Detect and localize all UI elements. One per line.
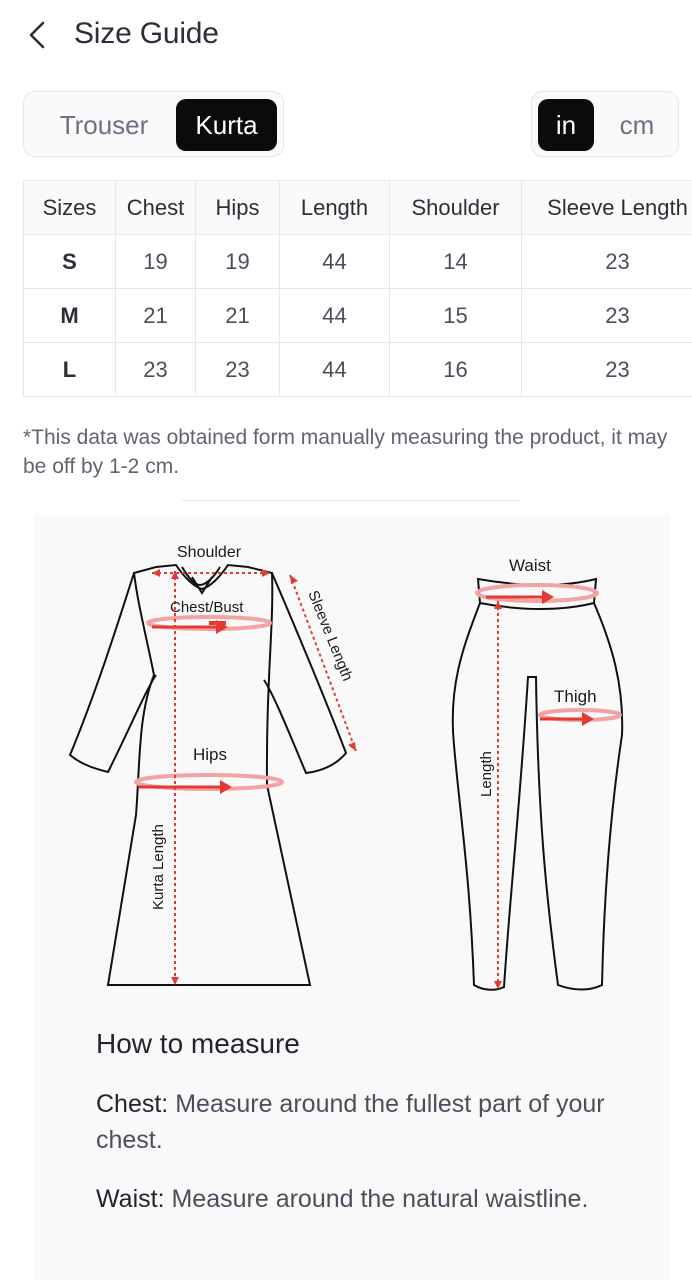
length-cell: 44 [280, 343, 390, 397]
sleeve-length-cell: 23 [522, 289, 692, 343]
how-to-term: Waist: [96, 1185, 165, 1213]
header [0, 0, 692, 72]
how-to-measure-title: How to measure [96, 1028, 300, 1059]
measure-guide-panel [34, 515, 670, 1280]
size-table [23, 180, 692, 397]
unit-cm-option[interactable]: cm [619, 109, 655, 140]
table-row [24, 343, 692, 397]
unit-in-option[interactable]: in [538, 99, 594, 151]
header-chest: Chest [116, 181, 196, 235]
header-shoulder: Shoulder [390, 181, 522, 235]
header-hips: Hips [196, 181, 280, 235]
table-row [24, 235, 692, 289]
trouser-waist-label: Waist [509, 556, 551, 575]
chest-cell: 21 [116, 289, 196, 343]
length-cell: 44 [280, 235, 390, 289]
sleeve-length-cell: 23 [522, 343, 692, 397]
chest-cell: 19 [116, 235, 196, 289]
size-cell: L [24, 343, 116, 397]
page-title: Size Guide [74, 17, 219, 50]
trouser-thigh-label: Thigh [554, 687, 597, 706]
chest-cell: 23 [116, 343, 196, 397]
hips-cell: 19 [196, 235, 280, 289]
kurta-sleeve-label: Sleeve Length [304, 588, 356, 684]
how-to-text: Measure around the fullest part of your chest. [96, 1090, 605, 1154]
measurement-note: *This data was obtained form manually measuring the product, it may be off by 1-2 cm. [23, 426, 668, 478]
garment-toggle [23, 91, 284, 157]
trouser-length-label: Length [478, 751, 495, 797]
shoulder-cell: 15 [390, 289, 522, 343]
garment-diagram [34, 515, 670, 1015]
shoulder-cell: 16 [390, 343, 522, 397]
divider [182, 500, 520, 501]
chevron-left-icon [26, 20, 48, 50]
kurta-illustration [70, 544, 356, 985]
back-button[interactable] [20, 18, 54, 52]
sleeve-length-cell: 23 [522, 235, 692, 289]
hips-cell: 21 [196, 289, 280, 343]
header-sizes: Sizes [24, 181, 116, 235]
header-sleeve-length: Sleeve Length [522, 181, 692, 235]
kurta-shoulder-label: Shoulder [177, 544, 242, 561]
shoulder-cell: 14 [390, 235, 522, 289]
header-length: Length [280, 181, 390, 235]
how-to-item-chest [96, 1086, 636, 1158]
hips-cell: 23 [196, 343, 280, 397]
kurta-length-label: Kurta Length [150, 824, 167, 910]
kurta-hips-label: Hips [193, 745, 228, 764]
kurta-chest-label: Chest/Bust [170, 599, 244, 616]
length-cell: 44 [280, 289, 390, 343]
table-header-row [24, 181, 692, 235]
table-row [24, 289, 692, 343]
unit-toggle [531, 91, 679, 157]
tab-trouser[interactable]: Trouser [59, 109, 149, 140]
how-to-term: Chest: [96, 1090, 169, 1118]
size-table-container[interactable] [23, 180, 692, 397]
how-to-text: Measure around the natural waistline. [171, 1185, 589, 1213]
how-to-item-waist [96, 1181, 636, 1217]
size-cell: M [24, 289, 116, 343]
tab-kurta[interactable]: Kurta [176, 99, 277, 151]
size-cell: S [24, 235, 116, 289]
trouser-illustration [453, 556, 623, 990]
